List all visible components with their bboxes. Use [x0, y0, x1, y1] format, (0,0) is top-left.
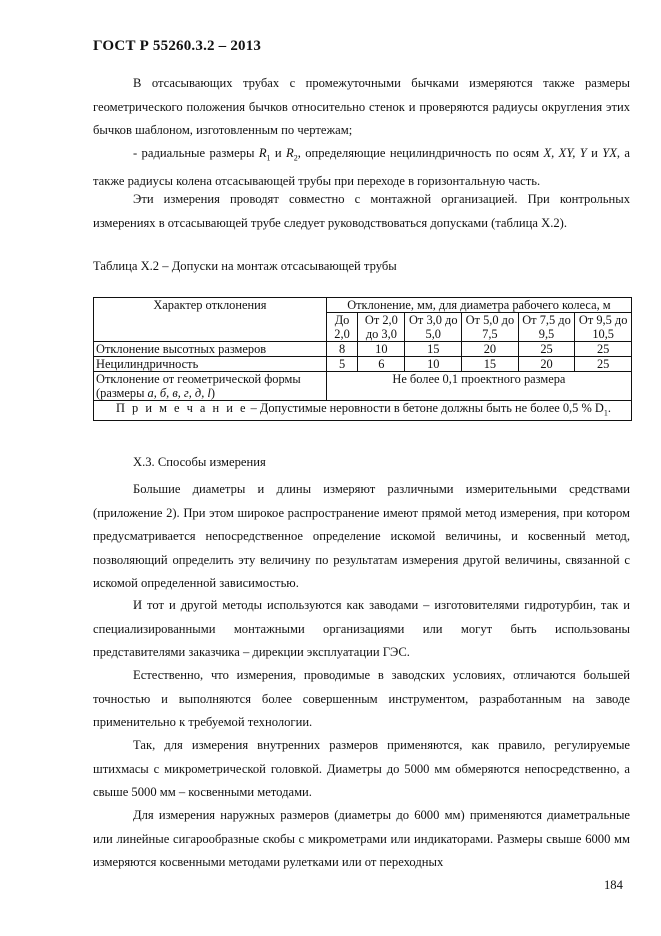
text-fragment: ): [210, 386, 215, 400]
axis-yx-symbol: YX: [602, 146, 617, 160]
table-row: [94, 357, 632, 372]
symbol-r2: R: [286, 146, 294, 160]
diameter-header: От 2,0 до 3,0: [358, 313, 405, 342]
table-note-row: [94, 401, 632, 421]
table-cell: 6: [358, 357, 405, 372]
table-row: [94, 372, 632, 401]
table-header-row: [94, 298, 632, 313]
subscript: 1: [603, 408, 608, 418]
note-label: П р и м е ч а н и е: [116, 401, 248, 415]
diameter-header: От 9,5 до 10,5: [575, 313, 632, 342]
table-note: [94, 401, 632, 421]
table-cell: 25: [575, 357, 632, 372]
table-cell-merged: Не более 0,1 проектного размера: [326, 372, 631, 401]
table-cell: 25: [575, 342, 632, 357]
table-cell: 15: [462, 357, 519, 372]
paragraph-factory-conditions: Естественно, что измерения, проводимые в заводских условиях, отличаются большей точностью и выполняются более совершенным инструментом, разработанным на заводе применительно к требуемой технологии.: [93, 668, 630, 729]
section-heading: Х.3. Способы измерения: [133, 455, 266, 469]
table-cell: 8: [326, 342, 357, 357]
row-label: Нецилиндричность: [94, 357, 327, 372]
diameter-header: От 7,5 до 9,5: [518, 313, 575, 342]
note-text: – Допустимые неровности в бетоне должны быть не более 0,5 % D: [247, 401, 604, 415]
axes-symbols: X, XY, Y: [543, 146, 587, 160]
diameter-header: До 2,0: [326, 313, 357, 342]
table-cell: 20: [518, 357, 575, 372]
table-caption: Таблица Х.2 – Допуски на монтаж отсасывающей трубы: [93, 259, 397, 273]
text-fragment: .: [607, 401, 611, 415]
row-label: Отклонение высотных размеров: [94, 342, 327, 357]
text-fragment: Отклонение от геометрической формы (размеры: [96, 372, 301, 400]
text-fragment: и: [270, 146, 286, 160]
document-header: ГОСТ Р 55260.3.2 – 2013: [93, 38, 262, 54]
paragraph-joint-measurements: Эти измерения проводят совместно с монтажной организацией. При контрольных измерениях в отсасывающей трубе следует руководствоваться допусками (таблица Х.2).: [93, 192, 630, 230]
symbol-r1: R: [258, 146, 267, 160]
page-number: 184: [604, 878, 623, 892]
table-row: [94, 342, 632, 357]
text-fragment: , а также радиусы колена отсасывающей трубы при переходе в горизонтальную часть.: [93, 146, 630, 189]
column-header-deviation-type: Характер отклонения: [94, 298, 327, 342]
subscript: 1: [266, 153, 271, 163]
diameter-header: От 5,0 до 7,5: [462, 313, 519, 342]
text-fragment: и: [586, 146, 603, 160]
paragraph-users: И тот и другой методы используются как заводами – изготовителями гидротурбин, так и специализированными монтажными организациями или могут быть использованы представителями заказчика – дирекции эксплуатации ГЭС.: [93, 598, 630, 659]
paragraph-radial-sizes: [93, 142, 630, 194]
table-cell: 10: [405, 357, 462, 372]
row-label: [94, 372, 327, 401]
size-letters: а, б, в, г, д, l: [147, 386, 211, 400]
text-fragment: - радиальные размеры: [133, 146, 259, 160]
table-cell: 10: [358, 342, 405, 357]
paragraph-internal-sizes: Так, для измерения внутренних размеров применяются, как правило, регулируемые штихмасы с микрометрической головкой. Диаметры до 5000 мм обмеряются непосредственно, а свыше 5000 мм – косвенными методами.: [93, 738, 630, 799]
table-cell: 15: [405, 342, 462, 357]
table-cell: 25: [518, 342, 575, 357]
column-group-header: Отклонение, мм, для диаметра рабочего колеса, м: [326, 298, 631, 313]
table-cell: 5: [326, 357, 357, 372]
paragraph-external-sizes: Для измерения наружных размеров (диаметры до 6000 мм) применяются диаметральные или линейные сигарообразные скобы с микрометрами или индикаторами. Размеры свыше 6000 мм измеряются косвенными методами рулетками или от переходных: [93, 808, 630, 869]
subscript: 2: [293, 153, 298, 163]
table-cell: 20: [462, 342, 519, 357]
paragraph-bychki: В отсасывающих трубах с промежуточными бычками измеряются также размеры геометрического положения бычков относительно стенок и проверяются радиусы округления этих бычков шаблоном, изготовленным по чертежам;: [93, 76, 630, 137]
tolerance-table: [93, 297, 632, 421]
diameter-header: От 3,0 до 5,0: [405, 313, 462, 342]
paragraph-methods: Большие диаметры и длины измеряют различными измерительными средствами (приложение 2). При этом широкое распространение имеют прямой метод измерения, при котором предусматривается непосредственное определение искомой величины, и косвенный метод, позволяющий определить эту величину по результатам измерения другой величины, связанной с искомой определенной зависимостью.: [93, 482, 630, 590]
text-fragment: , определяющие нецилиндричность по осям: [297, 146, 544, 160]
